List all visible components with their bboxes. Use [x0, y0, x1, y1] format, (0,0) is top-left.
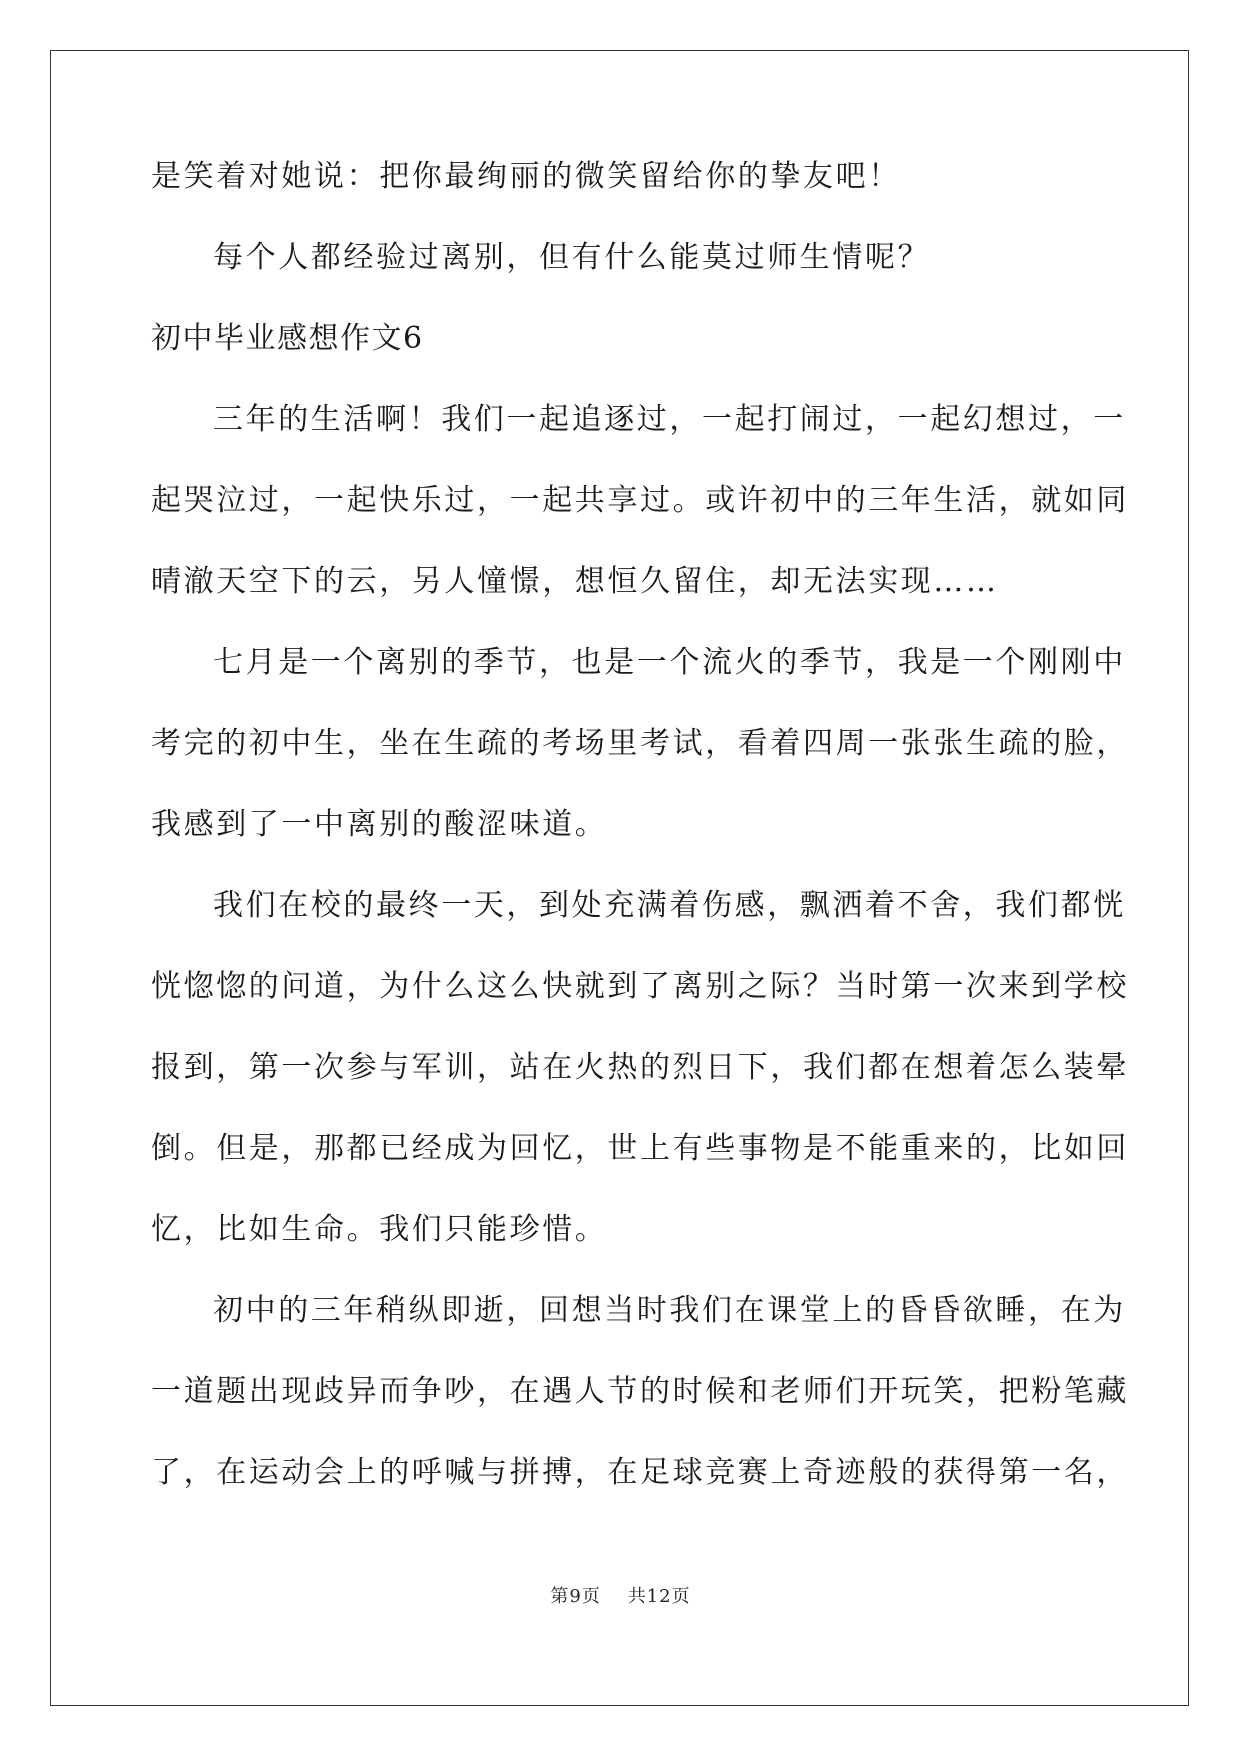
- document-body: [151, 159, 1129, 1539]
- section-heading: 初中毕业感想作文6: [151, 321, 424, 356]
- text-line: 初中的三年稍纵即逝，回想当时我们在课堂上的昏昏欲睡，在为: [213, 1293, 1126, 1328]
- page-number: 第9页: [550, 1586, 601, 1607]
- text-line: 了，在运动会上的呼喊与拼搏，在足球竞赛上奇迹般的获得第一名，: [151, 1455, 1129, 1490]
- text-line: 考完的初中生，坐在生疏的考场里考试，看着四周一张张生疏的脸，: [151, 726, 1129, 761]
- text-line: 我感到了一中离别的酸涩味道。: [151, 807, 608, 842]
- text-line: 晴澈天空下的云，另人憧憬，想恒久留住，却无法实现……: [151, 564, 999, 599]
- text-line: 七月是一个离别的季节，也是一个流火的季节，我是一个刚刚中: [213, 645, 1126, 680]
- text-line: 恍惚惚的问道，为什么这么快就到了离别之际？当时第一次来到学校: [151, 969, 1129, 1004]
- text-line: 每个人都经验过离别，但有什么能莫过师生情呢？: [213, 240, 931, 275]
- page-total: 共12页: [627, 1586, 691, 1607]
- text-line: 倒。但是，那都已经成为回忆，世上有些事物是不能重来的，比如回: [151, 1131, 1129, 1166]
- text-line: 是笑着对她说：把你最绚丽的微笑留给你的挚友吧！: [151, 159, 901, 194]
- text-line: 我们在校的最终一天，到处充满着伤感，飘洒着不舍，我们都恍: [213, 888, 1126, 923]
- text-line: 三年的生活啊！我们一起追逐过，一起打闹过，一起幻想过，一: [213, 402, 1126, 437]
- text-line: 一道题出现歧异而争吵，在遇人节的时候和老师们开玩笑，把粉笔藏: [151, 1374, 1129, 1409]
- text-line: 起哭泣过，一起快乐过，一起共享过。或许初中的三年生活，就如同: [151, 483, 1129, 518]
- page-footer: [0, 1582, 1241, 1608]
- text-line: 报到，第一次参与军训，站在火热的烈日下，我们都在想着怎么装晕: [151, 1050, 1129, 1085]
- text-line: 忆，比如生命。我们只能珍惜。: [151, 1212, 608, 1247]
